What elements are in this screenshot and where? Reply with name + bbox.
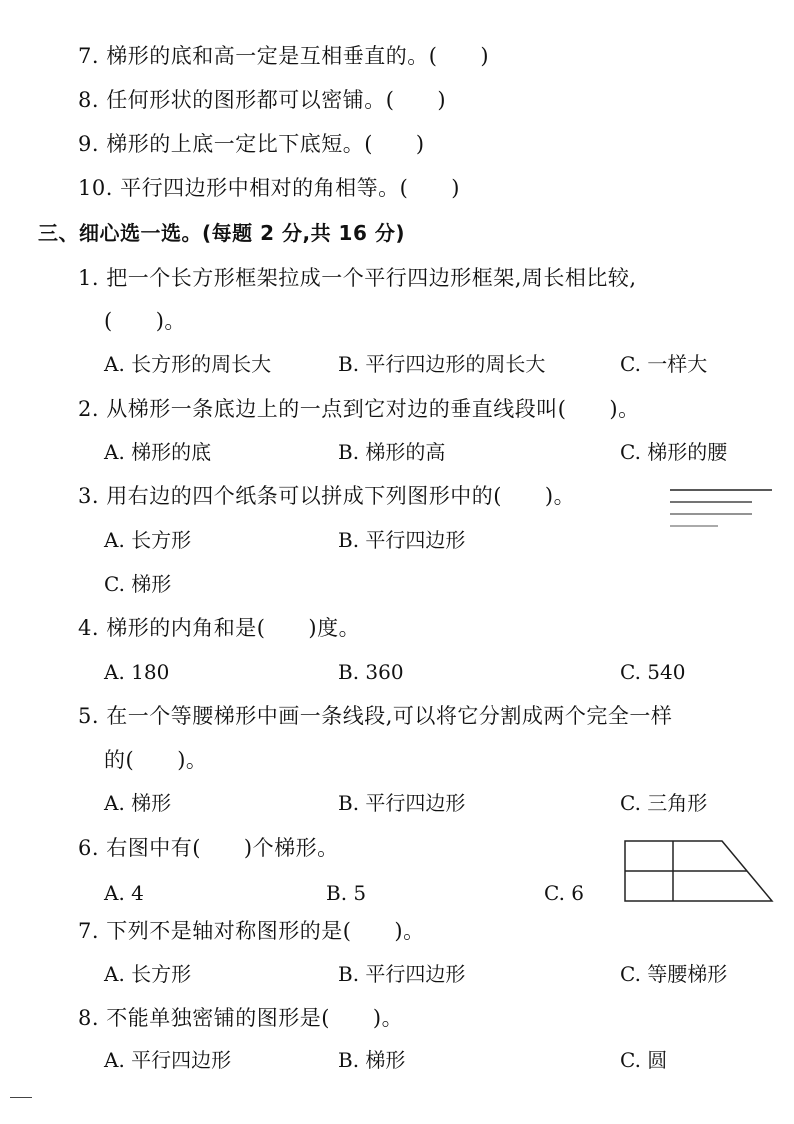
question-3-stem: 3. 用右边的四个纸条可以拼成下列图形中的( )。 xyxy=(78,484,576,508)
judge-item-10: 10. 平行四边形中相对的角相等。( ) xyxy=(78,176,460,200)
question-5-stem-cont: 的( )。 xyxy=(104,748,208,772)
question-1-option-c: C. 一样大 xyxy=(620,352,708,376)
question-5-stem: 5. 在一个等腰梯形中画一条线段,可以将它分割成两个完全一样 xyxy=(78,704,673,728)
question-4-option-b: B. 360 xyxy=(338,660,404,684)
question-1-option-a: A. 长方形的周长大 xyxy=(104,352,272,376)
judge-item-9: 9. 梯形的上底一定比下底短。( ) xyxy=(78,132,425,156)
question-8-stem: 8. 不能单独密铺的图形是( )。 xyxy=(78,1006,404,1030)
question-5-option-a: A. 梯形 xyxy=(104,791,172,815)
question-7-option-a: A. 长方形 xyxy=(104,962,192,986)
question-4-option-c: C. 540 xyxy=(620,660,686,684)
question-5-option-c: C. 三角形 xyxy=(620,791,708,815)
question-3-option-a: A. 长方形 xyxy=(104,528,192,552)
question-8-option-a: A. 平行四边形 xyxy=(104,1048,232,1072)
question-6-option-b: B. 5 xyxy=(326,881,367,905)
question-2-option-b: B. 梯形的高 xyxy=(338,440,446,464)
question-4-option-a: A. 180 xyxy=(104,660,170,684)
question-1-option-b: B. 平行四边形的周长大 xyxy=(338,352,546,376)
bottom-rule xyxy=(10,1097,32,1098)
question-6-option-c: C. 6 xyxy=(544,881,585,905)
question-2-option-c: C. 梯形的腰 xyxy=(620,440,728,464)
question-1-stem: 1. 把一个长方形框架拉成一个平行四边形框架,周长相比较, xyxy=(78,266,637,290)
judge-item-7: 7. 梯形的底和高一定是互相垂直的。( ) xyxy=(78,44,490,68)
section-title: 三、细心选一选。(每题 2 分,共 16 分) xyxy=(38,221,405,245)
trapezoid-grid-figure xyxy=(624,840,774,902)
question-7-option-c: C. 等腰梯形 xyxy=(620,962,728,986)
question-7-option-b: B. 平行四边形 xyxy=(338,962,466,986)
question-8-option-c: C. 圆 xyxy=(620,1048,668,1072)
question-7-stem: 7. 下列不是轴对称图形的是( )。 xyxy=(78,919,425,943)
question-6-stem: 6. 右图中有( )个梯形。 xyxy=(78,836,339,860)
judge-item-8: 8. 任何形状的图形都可以密铺。( ) xyxy=(78,88,447,112)
question-1-stem-cont: ( )。 xyxy=(104,309,186,333)
question-8-option-b: B. 梯形 xyxy=(338,1048,406,1072)
question-5-option-b: B. 平行四边形 xyxy=(338,791,466,815)
question-6-option-a: A. 4 xyxy=(104,881,144,905)
paper-strips-figure xyxy=(662,484,774,534)
question-2-option-a: A. 梯形的底 xyxy=(104,440,212,464)
question-2-stem: 2. 从梯形一条底边上的一点到它对边的垂直线段叫( )。 xyxy=(78,397,640,421)
question-3-option-b: B. 平行四边形 xyxy=(338,528,466,552)
question-3-option-c: C. 梯形 xyxy=(104,572,172,596)
question-4-stem: 4. 梯形的内角和是( )度。 xyxy=(78,616,361,640)
